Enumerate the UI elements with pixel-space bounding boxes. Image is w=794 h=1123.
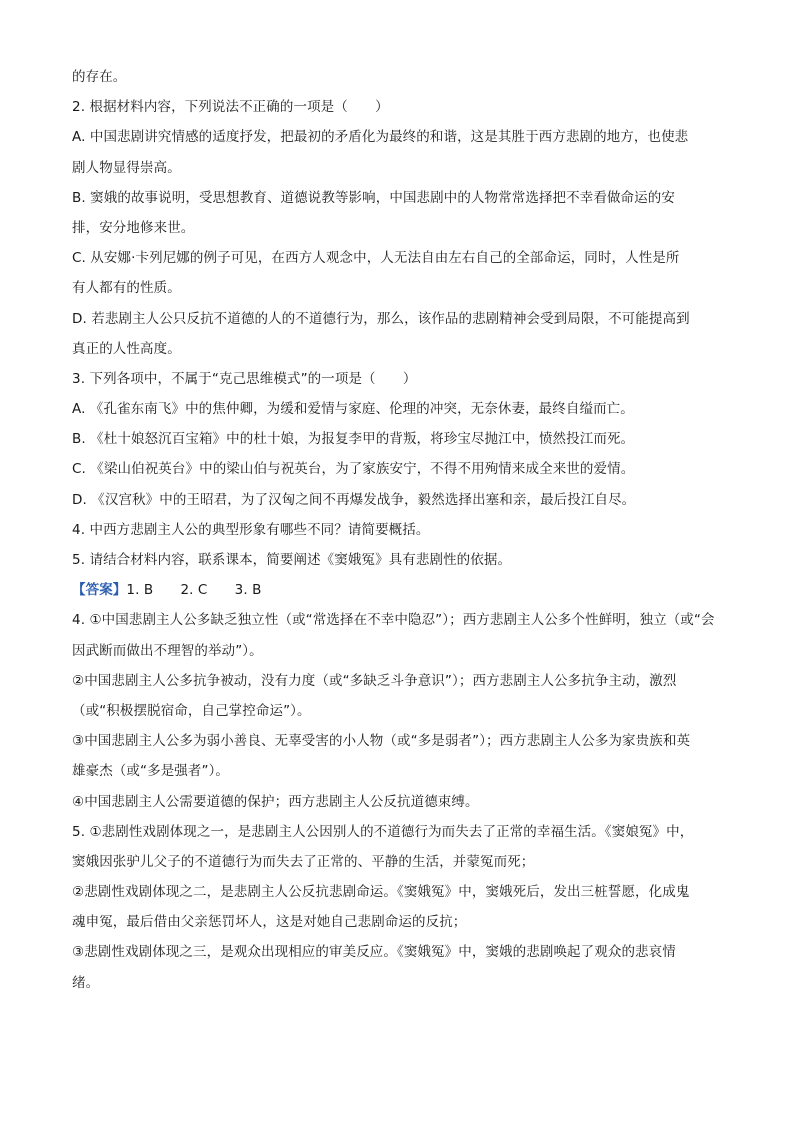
option-3b: B. 《杜十娘怒沉百宝箱》中的杜十娘，为报复李甲的背叛，将珍宝尽抛江中，愤然投江而死。: [72, 431, 635, 448]
answer-4-1-cont: 因武断而做出不理智的举动”）。: [72, 642, 263, 659]
answer-5-1: 5. ①悲剧性戏剧体现之一，是悲剧主人公因别人的不道德行为而失去了正常的幸福生活。《窦娘冤》中，: [72, 823, 694, 840]
question-3: 3. 下列各项中，不属于“克己思维模式”的一项是（ ）: [72, 370, 417, 387]
question-2: 2. 根据材料内容，下列说法不正确的一项是（ ）: [72, 99, 389, 116]
answer-4-3: ③中国悲剧主人公多为弱小善良、无辜受害的小人物（或“多是弱者”）；西方悲剧主人公多为家贵族和英: [72, 733, 691, 750]
answer-values: 1. B 2. C 3. B: [126, 582, 262, 599]
text-line: 的存在。: [72, 69, 127, 85]
option-2d-cont: 真正的人性高度。: [72, 340, 181, 357]
answer-5-3-cont: 绪。: [72, 974, 100, 991]
option-2c: C. 从安娜·卡列尼娜的例子可见，在西方人观念中，人无法自由左右自己的全部命运，同时，人性是所: [72, 250, 680, 267]
question-5: 5. 请结合材料内容，联系课本，简要阐述《窦娥冤》具有悲剧性的依据。: [72, 552, 512, 568]
option-2b-cont: 排，安分地修来世。: [72, 219, 195, 236]
answer-line: [72, 575, 724, 605]
answer-5-1-cont: 窦娥因张驴儿父子的不道德行为而失去了正常的、平静的生活，并蒙冤而死；: [72, 853, 535, 870]
answer-4-4: ④中国悲剧主人公需要道德的保护；西方悲剧主人公反抗道德束缚。: [72, 793, 479, 810]
option-3d: D. 《汉宫秋》中的王昭君，为了汉匈之间不再爆发战争，毅然选择出塞和亲，最后投江自尽。: [72, 491, 636, 508]
option-2c-cont: 有人都有的性质。: [72, 280, 181, 297]
answer-4-2: ②中国悲剧主人公多抗争被动，没有力度（或“多缺乏斗争意识”）；西方悲剧主人公多抗争主动，激烈: [72, 672, 677, 689]
option-2a: A. 中国悲剧讲究情感的适度抒发，把最初的矛盾化为最终的和谐，这是其胜于西方悲剧的地方，也使悲: [72, 129, 689, 146]
answer-5-2-cont: 魂申冤，最后借由父亲惩罚坏人，这是对她自己悲剧命运的反抗；: [72, 914, 467, 931]
answer-4-3-cont: 雄豪杰（或“多是强者”）。: [72, 763, 230, 780]
question-4: 4. 中西方悲剧主人公的典型形象有哪些不同？请简要概括。: [72, 521, 430, 538]
answer-4-1: 4. ①中国悲剧主人公多缺乏独立性（或“常选择在不幸中隐忍”）；西方悲剧主人公多个性鲜明，独立（或“会: [72, 612, 715, 629]
answer-5-2: ②悲剧性戏剧体现之二，是悲剧主人公反抗悲剧命运。《窦娥冤》中，窦娥死后，发出三桩誓愿，化成鬼: [72, 884, 690, 901]
option-3a: A. 《孔雀东南飞》中的焦仲卿，为缓和爱情与家庭、伦理的冲突，无奈休妻，最终自缢而亡。: [72, 401, 634, 418]
option-2d: D. 若悲剧主人公只反抗不道德的人的不道德行为，那么，该作品的悲剧精神会受到局限，不可能提高到: [72, 310, 690, 327]
option-3c: C. 《梁山伯祝英台》中的梁山伯与祝英台，为了家族安宁，不得不用殉情来成全来世的爱情。: [72, 461, 635, 478]
answer-4-2-cont: （或“积极摆脱宿命，自己掌控命运”）。: [72, 702, 311, 719]
answer-tag: 【答案】: [72, 582, 127, 599]
option-2b: B. 窦娥的故事说明，受思想教育、道德说教等影响，中国悲剧中的人物常常选择把不幸看做命运的安: [72, 189, 675, 206]
answer-5-3: ③悲剧性戏剧体现之三，是观众出现相应的审美反应。《窦娥冤》中，窦娥的悲剧唤起了观众的悲哀情: [72, 944, 676, 961]
option-2a-cont: 剧人物显得崇高。: [72, 159, 181, 176]
document-page: [72, 62, 724, 998]
